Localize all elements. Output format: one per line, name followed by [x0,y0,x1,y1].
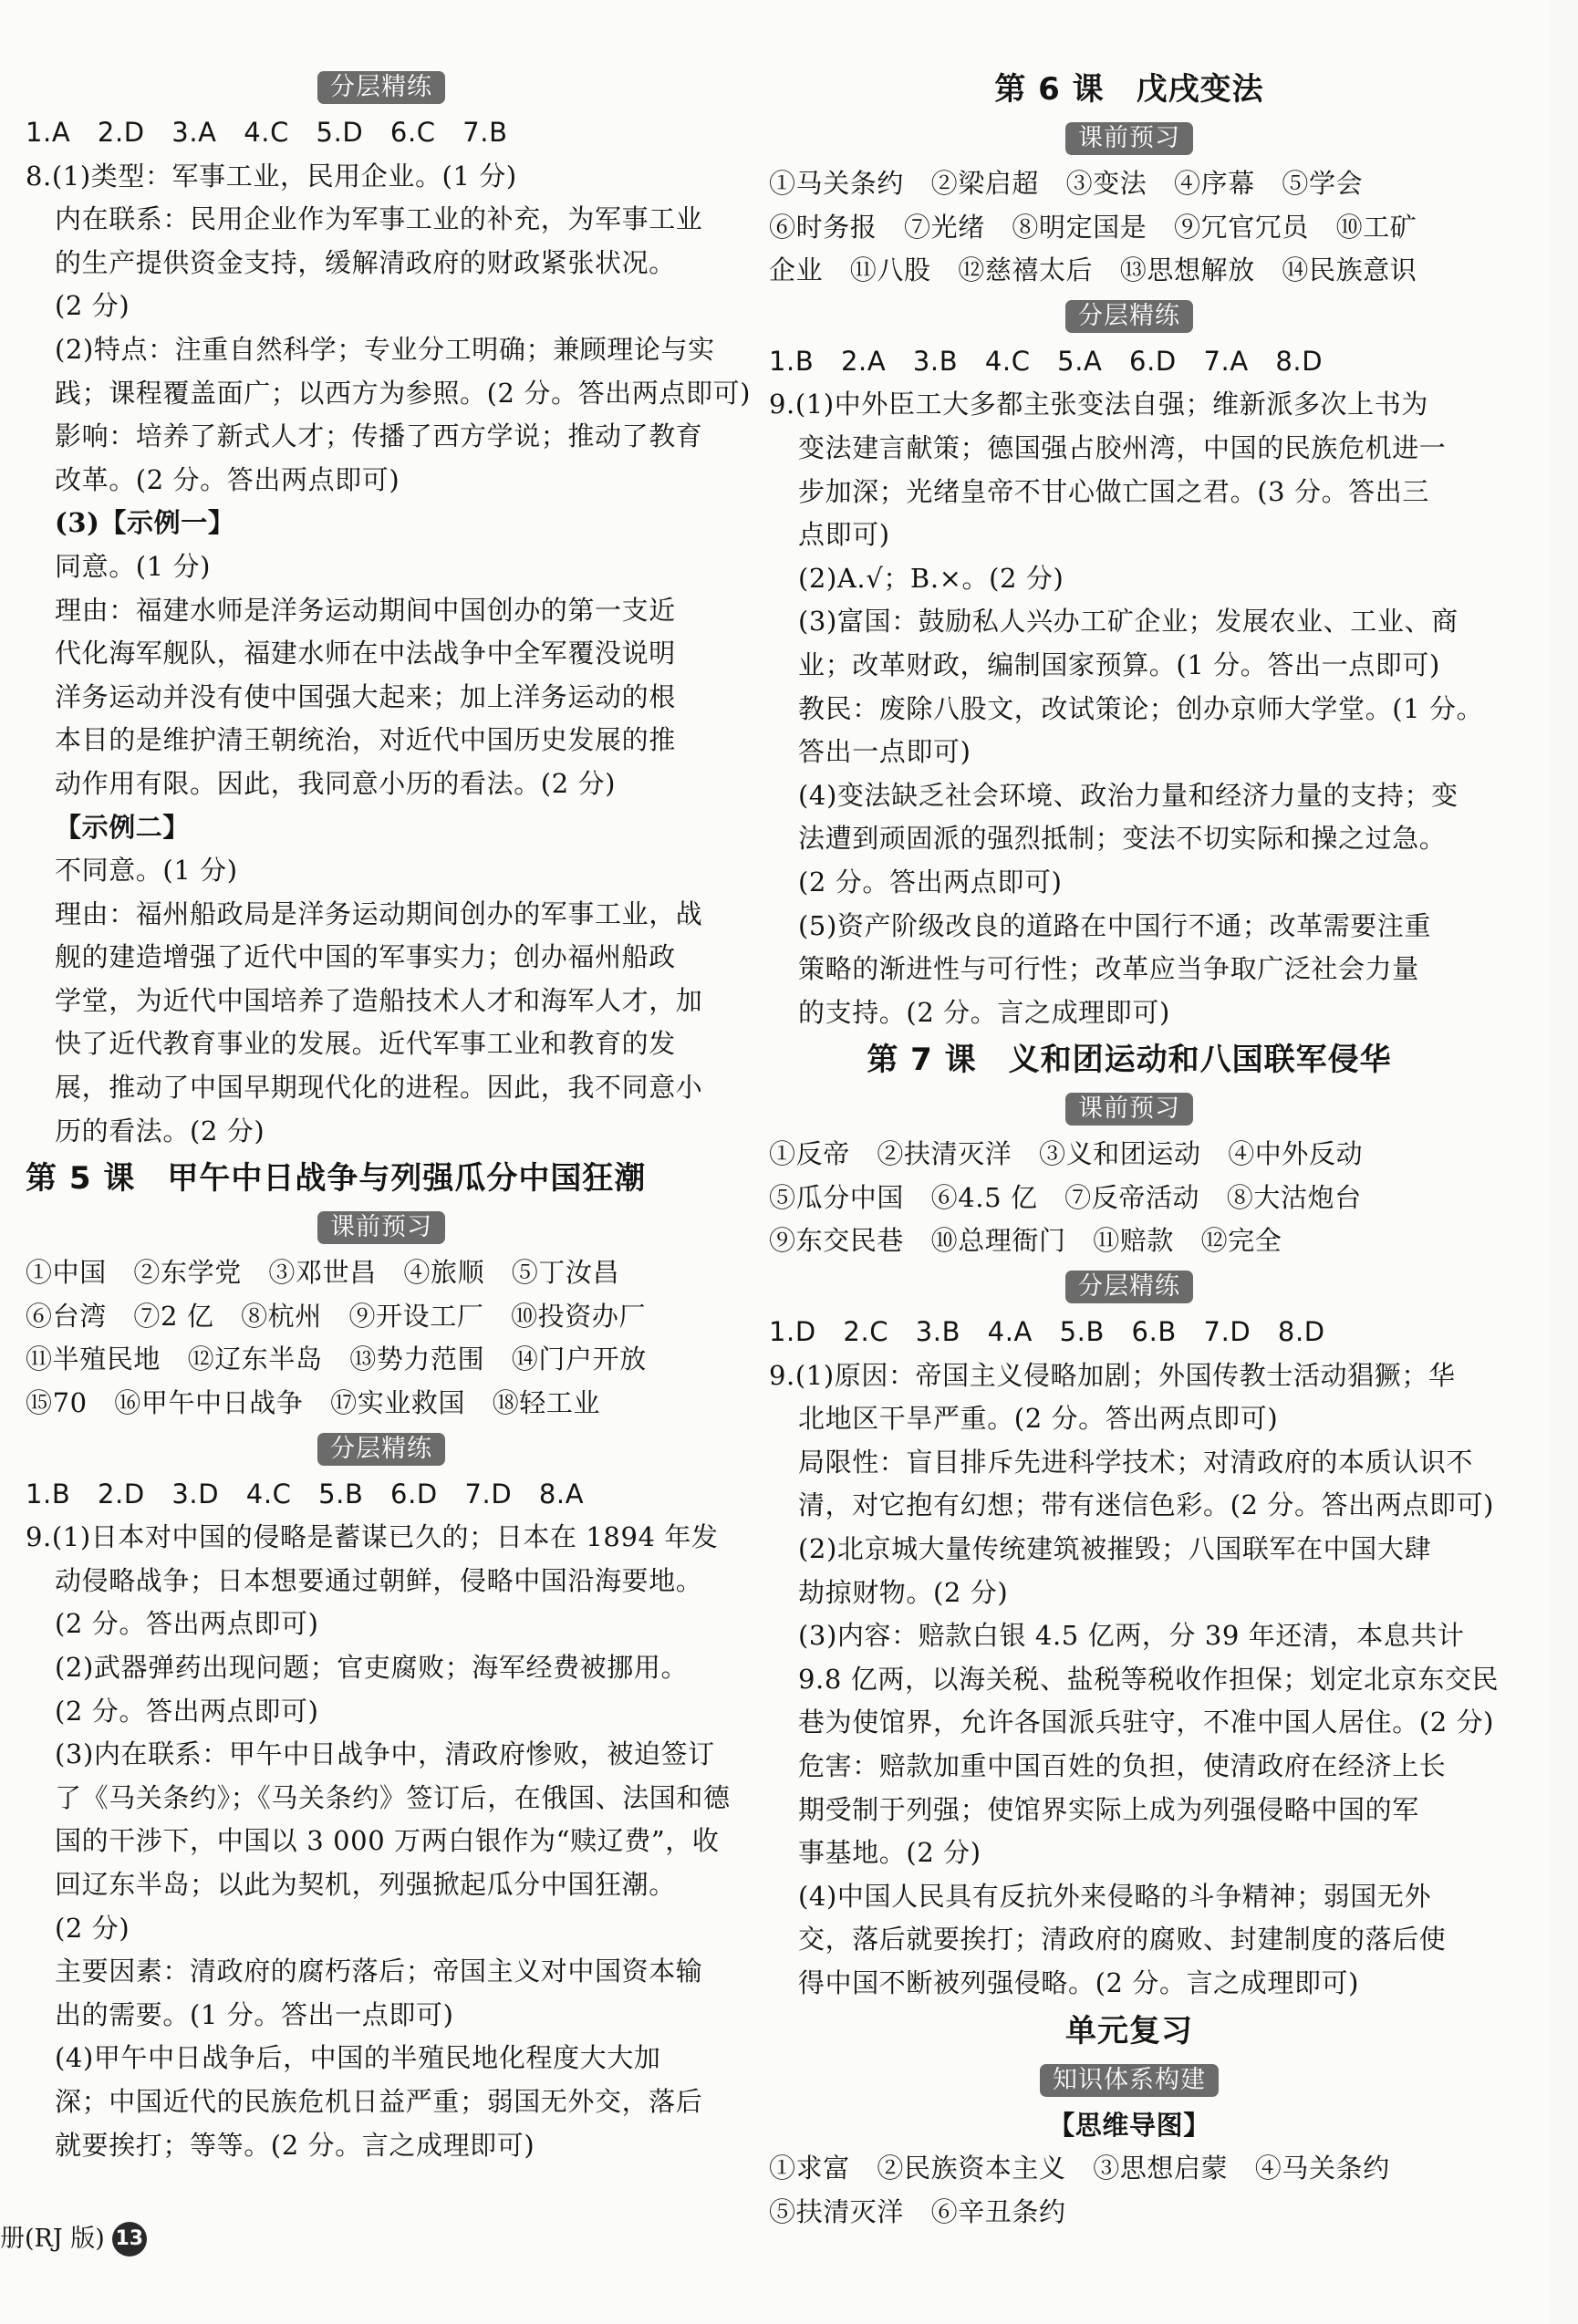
q9-lesson6-line: 9.(1)中外臣工大多都主张变法自强；维新派多次上书为 [769,389,1428,420]
q9-lesson7-line: 局限性：盲目排斥先进科学技术；对清政府的本质认识不 [798,1446,1474,1478]
section-badge-practice: 分层精练 [317,1433,445,1466]
q8-line: (2)特点：注重自然科学；专业分工明确；兼顾理论与实 [55,333,715,365]
preview5-line: ⑪半殖民地 ⑫辽东半岛 ⑬势力范围 ⑭门户开放 [26,1344,647,1375]
footer-edition-text: 册(RJ 版) [0,2225,105,2253]
q8-line: 动作用有限。因此，我同意小历的看法。(2 分) [55,767,617,799]
section-badge-preview: 课前预习 [1065,122,1193,155]
preview7-line: ⑤瓜分中国 ⑥4.5 亿 ⑦反帝活动 ⑧大沽炮台 [769,1181,1362,1213]
q9-lesson7-line: (4)中国人民具有反抗外来侵略的斗争精神；弱国无外 [798,1880,1432,1912]
q9-lesson7-line: 清，对它抱有幻想；带有迷信色彩。(2 分。答出两点即可) [798,1489,1495,1521]
q8-line: 历的看法。(2 分) [55,1115,265,1146]
right-column [769,64,1500,2234]
q9-lesson7-line: 北地区干旱严重。(2 分。答出两点即可) [798,1403,1279,1435]
mindmap-label: 【思维导图】 [1048,2109,1210,2141]
q9-lesson7-line: (2)北京城大量传统建筑被摧毁；八国联军在中国大肆 [798,1533,1432,1565]
q8-line: (2 分) [55,290,130,322]
answers-choice-lesson5: 1.B 2.D 3.D 4.C 5.B 6.D 7.D 8.A [26,1478,585,1510]
q9-lesson7-line: 9.8 亿两，以海关税、盐税等税收作担保；划定北京东交民 [798,1663,1500,1695]
answers-choice-lesson4: 1.A 2.D 3.A 4.C 5.D 6.C 7.B [26,117,508,148]
q9-lesson7-line: 期受制于列强；使馆界实际上成为列强侵略中国的军 [798,1793,1419,1825]
section-badge-wrap [769,293,1490,340]
q9-lesson6-line: 教民：废除八股文，改试策论；创办京师大学堂。(1 分。 [798,692,1484,724]
q8-line: 展，推动了中国早期现代化的进程。因此，我不同意小 [55,1072,703,1104]
q9-lesson7-line: 9.(1)原因：帝国主义侵略加剧；外国传教士活动猖獗；华 [769,1359,1456,1391]
q9-lesson7-line: 得中国不断被列强侵略。(2 分。言之成理即可) [798,1966,1360,1998]
section-badge-preview: 课前预习 [1065,1093,1193,1126]
q9-line: (3)内在联系：甲午中日战争中，清政府惨败，被迫签订 [55,1738,715,1770]
section-badge-practice: 分层精练 [1065,300,1193,333]
q9-lesson6-line: 点即可) [798,519,890,551]
preview6-line: 企业 ⑪八股 ⑫慈禧太后 ⑬思想解放 ⑭民族意识 [769,254,1417,286]
answers-choice-lesson6: 1.B 2.A 3.B 4.C 5.A 6.D 7.A 8.D [769,345,1324,377]
q9-line: 了《马关条约》；《马关条约》签订后，在俄国、法国和德 [55,1781,731,1813]
q9-line: (2 分。答出两点即可) [55,1695,319,1727]
section-badge-wrap [26,64,737,111]
q9-line: (2 分) [55,1912,130,1944]
q8-line-example-one: (3)【示例一】 [55,507,235,539]
q9-line: (2 分。答出两点即可) [55,1608,319,1640]
q8-line: 舰的建造增强了近代中国的军事实力；创办福州船政 [55,941,676,973]
preview5-line: ⑥台湾 ⑦2 亿 ⑧杭州 ⑨开设工厂 ⑩投资办厂 [26,1300,647,1332]
q8-line: 理由：福州船政局是洋务运动期间创办的军事工业，战 [55,897,703,929]
q9-lesson6-line: 业；改革财政，编制国家预算。(1 分。答出一点即可) [798,648,1440,680]
section-badge-preview: 课前预习 [317,1211,445,1244]
preview7-line: ⑨东交民巷 ⑩总理衙门 ⑪赔款 ⑫完全 [769,1225,1282,1257]
q9-lesson6-line: 步加深；光绪皇帝不甘心做亡国之君。(3 分。答出三 [798,475,1429,507]
q9-line: 回辽东半岛；以此为契机，列强掀起瓜分中国狂潮。 [55,1868,676,1900]
q8-line: 学堂，为近代中国培养了造船技术人才和海军人才，加 [55,984,703,1016]
q9-lesson7-line: 事基地。(2 分) [798,1837,981,1869]
q9-lesson6-line: 答出一点即可) [798,736,971,768]
q8-line: 洋务运动并没有使中国强大起来；加上洋务运动的根 [55,680,676,712]
q9-lesson7-line: 交，落后就要挨打；清政府的腐败、封建制度的落后使 [798,1924,1447,1956]
q9-lesson6-line: (2 分。答出两点即可) [798,866,1063,897]
mindmap-line: ⑤扶清灭洋 ⑥辛丑条约 [769,2195,1066,2227]
q9-line: (2)武器弹药出现问题；官吏腐败；海军经费被挪用。 [55,1652,689,1683]
q9-lesson7-line: 巷为使馆界，允许各国派兵驻守，不准中国人居住。(2 分) [798,1707,1495,1738]
lesson5-title: 第 5 课 甲午中日战争与列强瓜分中国狂潮 [26,1160,647,1198]
page-footer [0,2221,147,2257]
q8-line: 8.(1)类型：军事工业，民用企业。(1 分) [26,160,517,192]
preview7-line: ①反帝 ②扶清灭洋 ③义和团运动 ④中外反动 [769,1138,1364,1170]
q9-line: (4)甲午中日战争后，中国的半殖民地化程度大大加 [55,2042,661,2074]
section-badge-knowledge: 知识体系构建 [1040,2064,1219,2097]
preview5-line: ①中国 ②东学党 ③邓世昌 ④旅顺 ⑤丁汝昌 [26,1257,620,1289]
preview5-line: ⑮70 ⑯甲午中日战争 ⑰实业救国 ⑱轻工业 [26,1387,601,1419]
q8-line: 理由：福建水师是洋务运动期间中国创办的第一支近 [55,594,676,626]
q9-line: 国的干涉下，中国以 3 000 万两白银作为“赎辽费”，收 [55,1825,720,1857]
q8-line: 快了近代教育事业的发展。近代军事工业和教育的发 [55,1028,676,1060]
section-badge-wrap [26,1426,737,1473]
q9-lesson6-line: (5)资产阶级改良的道路在中国行不通；改革需要注重 [798,909,1432,941]
q9-lesson7-line: (3)内容：赔款白银 4.5 亿两，分 39 年还清，本息共计 [798,1620,1465,1652]
preview6-line: ①马关条约 ②梁启超 ③变法 ④序幕 ⑤学会 [769,168,1364,199]
q8-line: 代化海军舰队，福建水师在中法战争中全军覆没说明 [55,638,676,669]
q9-lesson6-line: 变法建言献策；德国强占胶州湾，中国的民族危机进一 [798,431,1447,463]
q9-line: 深；中国近代的民族危机日益严重；弱国无外交，落后 [55,2085,703,2117]
q9-lesson6-line: 法遭到顽固派的强烈抵制；变法不切实际和操之过急。 [798,823,1447,855]
preview6-line: ⑥时务报 ⑦光绪 ⑧明定国是 ⑨冗官冗员 ⑩工矿 [769,211,1417,243]
q9-line: 主要因素：清政府的腐朽落后；帝国主义对中国资本输 [55,1956,703,1987]
lesson6-title: 第 6 课 戊戌变法 [994,71,1264,108]
q9-lesson6-line: (3)富国：鼓励私人兴办工矿企业；发展农业、工业、商 [798,606,1459,638]
section-badge-wrap [769,1263,1490,1311]
left-column [26,64,752,2167]
unit-review-title: 单元复习 [1065,2012,1193,2049]
q9-lesson6-line: 策略的渐进性与可行性；改革应当争取广泛社会力量 [798,953,1419,985]
q9-line: 9.(1)日本对中国的侵略是蓄谋已久的；日本在 1894 年发 [26,1521,719,1553]
q8-line: 的生产提供资金支持，缓解清政府的财政紧张状况。 [55,246,676,278]
q8-line-example-two: 【示例二】 [55,811,191,843]
section-badge-practice: 分层精练 [1065,1271,1193,1303]
q8-line: 践；课程覆盖面广；以西方为参照。(2 分。答出两点即可) [55,377,752,409]
answers-choice-lesson7: 1.D 2.C 3.B 4.A 5.B 6.B 7.D 8.D [769,1316,1325,1348]
q8-line: 改革。(2 分。答出两点即可) [55,463,400,495]
q8-line: 同意。(1 分) [55,550,212,582]
q9-line: 出的需要。(1 分。答出一点即可) [55,1998,454,2030]
q9-lesson7-line: 劫掠财物。(2 分) [798,1576,1009,1608]
section-badge-wrap [769,2057,1490,2104]
section-badge-wrap [769,115,1490,162]
q9-line: 就要挨打；等等。(2 分。言之成理即可) [55,2129,535,2161]
section-badge-wrap [26,1204,737,1251]
q8-line: 内在联系：民用企业作为军事工业的补充，为军事工业 [55,203,703,235]
q8-line: 影响：培养了新式人才；传播了西方学说；推动了教育 [55,420,703,452]
q9-line: 动侵略战争；日本想要通过朝鲜，侵略中国沿海要地。 [55,1564,703,1596]
section-badge-wrap [769,1085,1490,1133]
mindmap-line: ①求富 ②民族资本主义 ③思想启蒙 ④马关条约 [769,2153,1390,2184]
q9-lesson6-line: (2)A.√；B.×。(2 分) [798,562,1064,594]
section-badge-practice: 分层精练 [317,71,445,104]
q8-line: 不同意。(1 分) [55,855,238,887]
q9-lesson6-line: (4)变法缺乏社会环境、政治力量和经济力量的支持；变 [798,779,1459,811]
lesson7-title: 第 7 课 义和团运动和八国联军侵华 [867,1042,1392,1079]
q8-line: 本目的是维护清王朝统治，对近代中国历史发展的推 [55,724,676,756]
q9-lesson7-line: 危害：赔款加重中国百姓的负担，使清政府在经济上长 [798,1750,1447,1781]
page-number-badge: 13 [112,2222,147,2257]
q9-lesson6-line: 的支持。(2 分。言之成理即可) [798,996,1170,1028]
